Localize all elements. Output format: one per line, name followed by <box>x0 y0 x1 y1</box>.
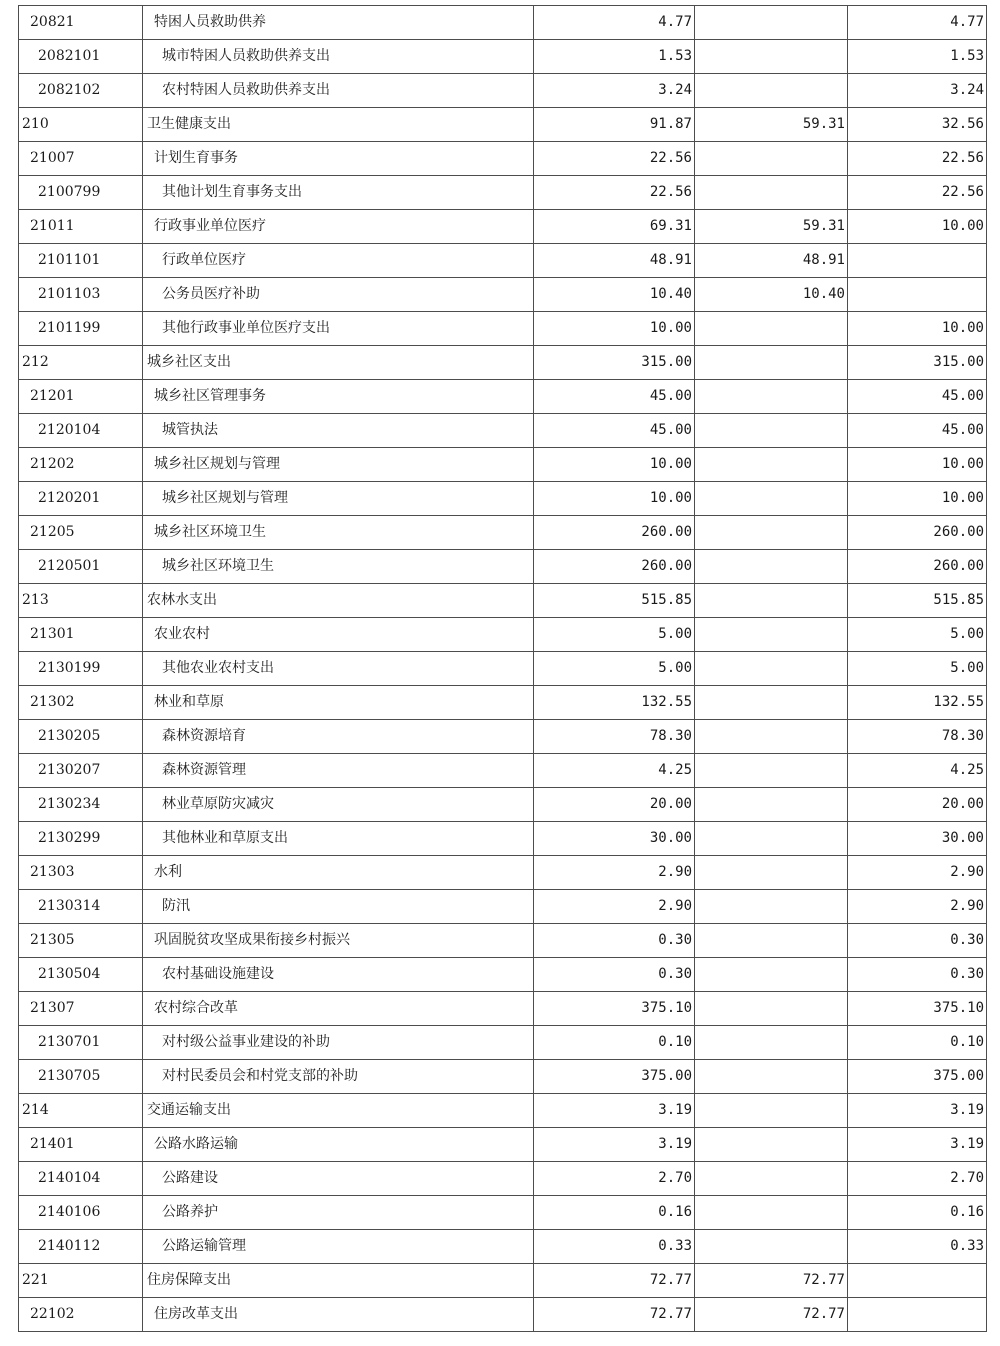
project-expenditure-cell: 315.00 <box>848 346 987 380</box>
account-name-cell: 农村综合改革 <box>143 992 534 1026</box>
basic-expenditure-cell <box>695 40 848 74</box>
account-name-cell: 行政单位医疗 <box>143 244 534 278</box>
account-name-cell: 公路水路运输 <box>143 1128 534 1162</box>
account-code-cell: 2130207 <box>19 754 143 788</box>
table-row <box>19 278 987 312</box>
table-row <box>19 618 987 652</box>
table-row <box>19 1230 987 1264</box>
table-row <box>19 6 987 40</box>
account-name-cell: 卫生健康支出 <box>143 108 534 142</box>
account-name-cell: 防汛 <box>143 890 534 924</box>
project-expenditure-cell: 10.00 <box>848 312 987 346</box>
account-name-cell: 计划生育事务 <box>143 142 534 176</box>
project-expenditure-cell: 2.90 <box>848 856 987 890</box>
total-amount-cell: 3.24 <box>534 74 695 108</box>
account-code-cell: 21011 <box>19 210 143 244</box>
basic-expenditure-cell: 48.91 <box>695 244 848 278</box>
project-expenditure-cell: 22.56 <box>848 142 987 176</box>
basic-expenditure-cell <box>695 312 848 346</box>
account-code-cell: 212 <box>19 346 143 380</box>
account-code-cell: 2082102 <box>19 74 143 108</box>
table-row <box>19 1128 987 1162</box>
basic-expenditure-cell: 72.77 <box>695 1298 848 1332</box>
table-row <box>19 1060 987 1094</box>
total-amount-cell: 260.00 <box>534 550 695 584</box>
total-amount-cell: 91.87 <box>534 108 695 142</box>
account-code-cell: 2130205 <box>19 720 143 754</box>
project-expenditure-cell: 22.56 <box>848 176 987 210</box>
project-expenditure-cell: 20.00 <box>848 788 987 822</box>
table-row <box>19 108 987 142</box>
account-code-cell: 2140112 <box>19 1230 143 1264</box>
total-amount-cell: 5.00 <box>534 652 695 686</box>
basic-expenditure-cell <box>695 346 848 380</box>
project-expenditure-cell: 515.85 <box>848 584 987 618</box>
basic-expenditure-cell <box>695 1094 848 1128</box>
basic-expenditure-cell <box>695 584 848 618</box>
account-code-cell: 21305 <box>19 924 143 958</box>
account-code-cell: 21307 <box>19 992 143 1026</box>
account-code-cell: 221 <box>19 1264 143 1298</box>
table-row <box>19 244 987 278</box>
project-expenditure-cell: 78.30 <box>848 720 987 754</box>
table-row <box>19 890 987 924</box>
total-amount-cell: 48.91 <box>534 244 695 278</box>
account-code-cell: 2101199 <box>19 312 143 346</box>
account-code-cell: 21303 <box>19 856 143 890</box>
account-code-cell: 2130314 <box>19 890 143 924</box>
account-name-cell: 林业草原防灾减灾 <box>143 788 534 822</box>
table-row <box>19 584 987 618</box>
total-amount-cell: 375.00 <box>534 1060 695 1094</box>
account-name-cell: 公务员医疗补助 <box>143 278 534 312</box>
table-row <box>19 176 987 210</box>
project-expenditure-cell: 0.30 <box>848 924 987 958</box>
basic-expenditure-cell <box>695 380 848 414</box>
total-amount-cell: 5.00 <box>534 618 695 652</box>
account-name-cell: 对村级公益事业建设的补助 <box>143 1026 534 1060</box>
account-name-cell: 森林资源培育 <box>143 720 534 754</box>
basic-expenditure-cell <box>695 992 848 1026</box>
basic-expenditure-cell <box>695 1162 848 1196</box>
table-row <box>19 312 987 346</box>
account-name-cell: 林业和草原 <box>143 686 534 720</box>
table-row <box>19 992 987 1026</box>
account-name-cell: 城乡社区环境卫生 <box>143 550 534 584</box>
basic-expenditure-cell: 59.31 <box>695 108 848 142</box>
project-expenditure-cell: 30.00 <box>848 822 987 856</box>
account-code-cell: 21202 <box>19 448 143 482</box>
project-expenditure-cell: 32.56 <box>848 108 987 142</box>
table-row <box>19 686 987 720</box>
total-amount-cell: 10.00 <box>534 482 695 516</box>
total-amount-cell: 3.19 <box>534 1128 695 1162</box>
basic-expenditure-cell <box>695 958 848 992</box>
total-amount-cell: 2.90 <box>534 856 695 890</box>
total-amount-cell: 0.30 <box>534 924 695 958</box>
budget-expenditure-table <box>18 5 987 1332</box>
table-row <box>19 924 987 958</box>
project-expenditure-cell: 5.00 <box>848 652 987 686</box>
account-code-cell: 21007 <box>19 142 143 176</box>
account-code-cell: 2130705 <box>19 1060 143 1094</box>
project-expenditure-cell: 2.90 <box>848 890 987 924</box>
total-amount-cell: 2.90 <box>534 890 695 924</box>
project-expenditure-cell: 10.00 <box>848 448 987 482</box>
total-amount-cell: 72.77 <box>534 1298 695 1332</box>
total-amount-cell: 515.85 <box>534 584 695 618</box>
account-name-cell: 城乡社区规划与管理 <box>143 448 534 482</box>
basic-expenditure-cell <box>695 550 848 584</box>
total-amount-cell: 4.77 <box>534 6 695 40</box>
project-expenditure-cell: 0.10 <box>848 1026 987 1060</box>
basic-expenditure-cell <box>695 618 848 652</box>
table-row <box>19 788 987 822</box>
table-row <box>19 1264 987 1298</box>
account-name-cell: 其他农业农村支出 <box>143 652 534 686</box>
account-name-cell: 其他林业和草原支出 <box>143 822 534 856</box>
account-code-cell: 2120201 <box>19 482 143 516</box>
basic-expenditure-cell <box>695 686 848 720</box>
project-expenditure-cell: 1.53 <box>848 40 987 74</box>
account-name-cell: 公路运输管理 <box>143 1230 534 1264</box>
basic-expenditure-cell <box>695 482 848 516</box>
basic-expenditure-cell <box>695 856 848 890</box>
account-name-cell: 城市特困人员救助供养支出 <box>143 40 534 74</box>
account-code-cell: 22102 <box>19 1298 143 1332</box>
total-amount-cell: 315.00 <box>534 346 695 380</box>
table-body <box>19 6 987 1332</box>
basic-expenditure-cell <box>695 74 848 108</box>
account-name-cell: 城乡社区规划与管理 <box>143 482 534 516</box>
table-row <box>19 1298 987 1332</box>
account-name-cell: 农村基础设施建设 <box>143 958 534 992</box>
project-expenditure-cell: 0.30 <box>848 958 987 992</box>
basic-expenditure-cell <box>695 176 848 210</box>
total-amount-cell: 69.31 <box>534 210 695 244</box>
table-row <box>19 822 987 856</box>
project-expenditure-cell: 2.70 <box>848 1162 987 1196</box>
table-row <box>19 74 987 108</box>
total-amount-cell: 2.70 <box>534 1162 695 1196</box>
basic-expenditure-cell <box>695 720 848 754</box>
basic-expenditure-cell <box>695 754 848 788</box>
project-expenditure-cell: 3.24 <box>848 74 987 108</box>
basic-expenditure-cell <box>695 1128 848 1162</box>
account-name-cell: 城乡社区管理事务 <box>143 380 534 414</box>
project-expenditure-cell <box>848 1264 987 1298</box>
account-name-cell: 农村特困人员救助供养支出 <box>143 74 534 108</box>
total-amount-cell: 3.19 <box>534 1094 695 1128</box>
total-amount-cell: 78.30 <box>534 720 695 754</box>
account-name-cell: 行政事业单位医疗 <box>143 210 534 244</box>
account-name-cell: 公路建设 <box>143 1162 534 1196</box>
account-code-cell: 21201 <box>19 380 143 414</box>
total-amount-cell: 260.00 <box>534 516 695 550</box>
basic-expenditure-cell <box>695 924 848 958</box>
account-name-cell: 住房改革支出 <box>143 1298 534 1332</box>
table-row <box>19 550 987 584</box>
total-amount-cell: 10.00 <box>534 312 695 346</box>
project-expenditure-cell: 5.00 <box>848 618 987 652</box>
account-name-cell: 交通运输支出 <box>143 1094 534 1128</box>
account-name-cell: 巩固脱贫攻坚成果衔接乡村振兴 <box>143 924 534 958</box>
basic-expenditure-cell <box>695 414 848 448</box>
account-code-cell: 2140104 <box>19 1162 143 1196</box>
basic-expenditure-cell: 59.31 <box>695 210 848 244</box>
total-amount-cell: 0.30 <box>534 958 695 992</box>
table-row <box>19 652 987 686</box>
table-row <box>19 1026 987 1060</box>
project-expenditure-cell: 3.19 <box>848 1128 987 1162</box>
total-amount-cell: 10.40 <box>534 278 695 312</box>
account-name-cell: 住房保障支出 <box>143 1264 534 1298</box>
total-amount-cell: 45.00 <box>534 380 695 414</box>
table-row <box>19 210 987 244</box>
account-code-cell: 2101103 <box>19 278 143 312</box>
project-expenditure-cell: 375.10 <box>848 992 987 1026</box>
project-expenditure-cell: 375.00 <box>848 1060 987 1094</box>
account-code-cell: 21401 <box>19 1128 143 1162</box>
project-expenditure-cell: 4.77 <box>848 6 987 40</box>
basic-expenditure-cell: 10.40 <box>695 278 848 312</box>
basic-expenditure-cell <box>695 652 848 686</box>
total-amount-cell: 72.77 <box>534 1264 695 1298</box>
basic-expenditure-cell <box>695 1060 848 1094</box>
basic-expenditure-cell <box>695 1196 848 1230</box>
account-name-cell: 城乡社区环境卫生 <box>143 516 534 550</box>
account-code-cell: 2130234 <box>19 788 143 822</box>
total-amount-cell: 20.00 <box>534 788 695 822</box>
total-amount-cell: 0.33 <box>534 1230 695 1264</box>
total-amount-cell: 22.56 <box>534 176 695 210</box>
account-name-cell: 森林资源管理 <box>143 754 534 788</box>
table-row <box>19 856 987 890</box>
total-amount-cell: 10.00 <box>534 448 695 482</box>
account-code-cell: 2082101 <box>19 40 143 74</box>
account-name-cell: 农林水支出 <box>143 584 534 618</box>
table-row <box>19 380 987 414</box>
total-amount-cell: 1.53 <box>534 40 695 74</box>
basic-expenditure-cell <box>695 516 848 550</box>
total-amount-cell: 375.10 <box>534 992 695 1026</box>
account-name-cell: 其他计划生育事务支出 <box>143 176 534 210</box>
project-expenditure-cell: 3.19 <box>848 1094 987 1128</box>
project-expenditure-cell <box>848 244 987 278</box>
account-name-cell: 水利 <box>143 856 534 890</box>
account-code-cell: 2130299 <box>19 822 143 856</box>
total-amount-cell: 132.55 <box>534 686 695 720</box>
account-code-cell: 2120104 <box>19 414 143 448</box>
basic-expenditure-cell <box>695 448 848 482</box>
table-row <box>19 754 987 788</box>
project-expenditure-cell: 45.00 <box>848 380 987 414</box>
basic-expenditure-cell <box>695 890 848 924</box>
total-amount-cell: 4.25 <box>534 754 695 788</box>
table-row <box>19 414 987 448</box>
project-expenditure-cell: 4.25 <box>848 754 987 788</box>
total-amount-cell: 0.10 <box>534 1026 695 1060</box>
account-code-cell: 2140106 <box>19 1196 143 1230</box>
table-row <box>19 1196 987 1230</box>
table-row <box>19 1094 987 1128</box>
project-expenditure-cell: 10.00 <box>848 210 987 244</box>
account-name-cell: 农业农村 <box>143 618 534 652</box>
project-expenditure-cell <box>848 278 987 312</box>
project-expenditure-cell: 132.55 <box>848 686 987 720</box>
table-row <box>19 958 987 992</box>
account-name-cell: 其他行政事业单位医疗支出 <box>143 312 534 346</box>
account-code-cell: 2130504 <box>19 958 143 992</box>
project-expenditure-cell: 10.00 <box>848 482 987 516</box>
account-name-cell: 特困人员救助供养 <box>143 6 534 40</box>
basic-expenditure-cell <box>695 788 848 822</box>
total-amount-cell: 22.56 <box>534 142 695 176</box>
account-code-cell: 2130701 <box>19 1026 143 1060</box>
project-expenditure-cell: 260.00 <box>848 516 987 550</box>
account-code-cell: 21205 <box>19 516 143 550</box>
account-code-cell: 20821 <box>19 6 143 40</box>
account-name-cell: 城乡社区支出 <box>143 346 534 380</box>
account-name-cell: 对村民委员会和村党支部的补助 <box>143 1060 534 1094</box>
basic-expenditure-cell <box>695 1026 848 1060</box>
table-row <box>19 142 987 176</box>
basic-expenditure-cell: 72.77 <box>695 1264 848 1298</box>
total-amount-cell: 0.16 <box>534 1196 695 1230</box>
basic-expenditure-cell <box>695 822 848 856</box>
total-amount-cell: 30.00 <box>534 822 695 856</box>
account-name-cell: 城管执法 <box>143 414 534 448</box>
project-expenditure-cell <box>848 1298 987 1332</box>
project-expenditure-cell: 45.00 <box>848 414 987 448</box>
table-row <box>19 516 987 550</box>
account-code-cell: 21302 <box>19 686 143 720</box>
account-code-cell: 214 <box>19 1094 143 1128</box>
project-expenditure-cell: 0.33 <box>848 1230 987 1264</box>
table-row <box>19 1162 987 1196</box>
total-amount-cell: 45.00 <box>534 414 695 448</box>
account-code-cell: 2101101 <box>19 244 143 278</box>
table-row <box>19 346 987 380</box>
project-expenditure-cell: 0.16 <box>848 1196 987 1230</box>
table-row <box>19 448 987 482</box>
account-code-cell: 210 <box>19 108 143 142</box>
table-row <box>19 482 987 516</box>
account-name-cell: 公路养护 <box>143 1196 534 1230</box>
account-code-cell: 21301 <box>19 618 143 652</box>
basic-expenditure-cell <box>695 6 848 40</box>
project-expenditure-cell: 260.00 <box>848 550 987 584</box>
account-code-cell: 2120501 <box>19 550 143 584</box>
account-code-cell: 2130199 <box>19 652 143 686</box>
table-row <box>19 720 987 754</box>
table-row <box>19 40 987 74</box>
account-code-cell: 213 <box>19 584 143 618</box>
basic-expenditure-cell <box>695 142 848 176</box>
account-code-cell: 2100799 <box>19 176 143 210</box>
basic-expenditure-cell <box>695 1230 848 1264</box>
